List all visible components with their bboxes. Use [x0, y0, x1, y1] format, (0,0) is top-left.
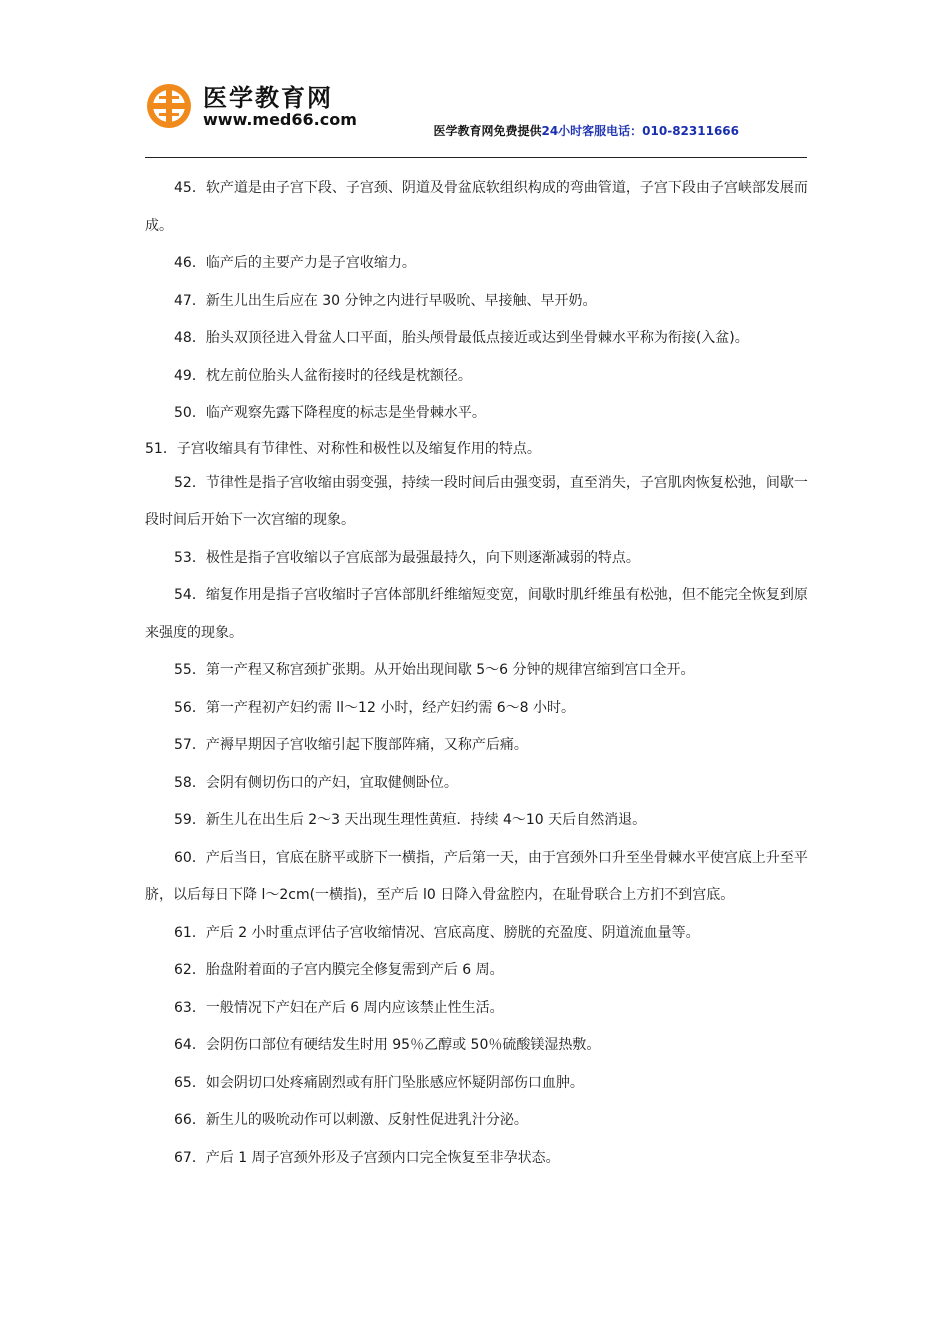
list-item	[145, 1065, 815, 1103]
item-number: 56	[174, 699, 192, 716]
header-divider	[145, 157, 807, 158]
item-text: ．极性是指子宫收缩以子宫底部为最强最持久，向下则逐渐减弱的特点。	[191, 549, 640, 566]
list-item	[145, 358, 815, 396]
list-item	[145, 465, 815, 540]
item-number: 46	[174, 255, 192, 271]
list-item	[145, 915, 815, 953]
item-number: 54	[174, 587, 192, 603]
item-number: 61	[174, 924, 192, 941]
list-item	[145, 727, 815, 765]
item-text: ．产后 1 周子宫颈外形及子宫颈内口完全恢复至非孕状态。	[191, 1149, 560, 1166]
list-item	[145, 395, 815, 433]
item-text: ．缩复作用是指子宫收缩时子宫体部肌纤维缩短变宽，间歇时肌纤维虽有松弛，但不能完全恢复到原来强度的现象。	[145, 587, 808, 641]
item-number: 67	[174, 1149, 192, 1166]
item-number: 55	[174, 662, 192, 678]
list-item	[145, 1027, 815, 1065]
item-text: ．临产后的主要产力是子宫收缩力。	[191, 255, 416, 271]
item-text: ．产褥早期因子宫收缩引起下腹部阵痛，又称产后痛。	[191, 737, 528, 753]
logo-title: 医学教育网	[203, 84, 333, 112]
item-number: 48	[174, 330, 192, 346]
item-text: ．会阴有侧切伤口的产妇，宜取健侧卧位。	[191, 774, 458, 791]
item-text: ．产后当日，官底在脐平或脐下一横指，产后第一天，由于宫颈外口升至坐骨棘水平使宫底上升至平脐，以后每日下降 l～2cm(一横指)，至产后 l0 日降入骨盆腔内，在耻骨联合上方扪不到宫底。	[145, 849, 808, 903]
item-number: 58	[174, 774, 192, 791]
list-item	[145, 433, 815, 465]
item-text: ．新生儿出生后应在 30 分钟之内进行早吸吮、早接触、早开奶。	[191, 292, 597, 309]
page-header	[145, 70, 807, 160]
document-body	[145, 170, 815, 1177]
item-text: ．新生儿的吸吮动作可以刺激、反射性促进乳汁分泌。	[191, 1112, 528, 1128]
item-number: 66	[174, 1112, 192, 1128]
site-logo[interactable]	[145, 78, 385, 138]
item-text: ．胎头双顶径进入骨盆人口平面，胎头颅骨最低点接近或达到坐骨棘水平称为衔接(入盆)。	[191, 330, 749, 346]
item-text: ．第一产程又称宫颈扩张期。从开始出现间歇 5～6 分钟的规律宫缩到宫口全开。	[191, 662, 695, 678]
list-item	[145, 1140, 815, 1178]
item-number: 49	[174, 367, 192, 384]
item-number: 64	[174, 1037, 192, 1053]
list-item	[145, 283, 815, 321]
list-item	[145, 840, 815, 915]
item-number: 59	[174, 812, 192, 828]
list-item	[145, 540, 815, 578]
list-item	[145, 690, 815, 728]
list-item	[145, 320, 815, 358]
item-text: ．会阴伤口部位有硬结发生时用 95％乙醇或 50％硫酸镁湿热敷。	[191, 1037, 601, 1053]
item-number: 51	[145, 440, 163, 457]
hotline-text	[433, 122, 739, 139]
list-item	[145, 577, 815, 652]
list-item	[145, 652, 815, 690]
item-text: ．一般情况下产妇在产后 6 周内应该禁止性生活。	[191, 999, 504, 1016]
item-number: 53	[174, 549, 192, 566]
item-text: ．枕左前位胎头人盆衔接时的径线是枕额径。	[191, 367, 472, 384]
item-text: ．子宫收缩具有节律性、对称性和极性以及缩复作用的特点。	[162, 440, 541, 457]
item-text: ．胎盘附着面的子宫内膜完全修复需到产后 6 周。	[191, 962, 504, 978]
logo-url: www.med66.com	[203, 110, 357, 129]
hotline-lead: 医学教育网免费提供	[433, 124, 542, 138]
item-text: ．如会阴切口处疼痛剧烈或有肝门坠胀感应怀疑阴部伤口血肿。	[191, 1074, 584, 1091]
med66-logo-icon	[145, 82, 193, 130]
item-number: 45	[174, 180, 192, 196]
list-item	[145, 1102, 815, 1140]
item-number: 50	[174, 405, 192, 421]
item-number: 62	[174, 962, 192, 978]
list-item	[145, 990, 815, 1028]
item-number: 52	[174, 474, 192, 491]
item-text: ．产后 2 小时重点评估子宫收缩情况、宫底高度、膀胱的充盈度、阴道流血量等。	[191, 924, 700, 941]
item-text: ．节律性是指子宫收缩由弱变强，持续一段时间后由强变弱，直至消失，子宫肌肉恢复松弛，间歇一段时间后开始下一次宫缩的现象。	[145, 474, 808, 528]
item-number: 57	[174, 737, 192, 753]
hotline-phone: 24小时客服电话：010-82311666	[541, 124, 739, 138]
item-number: 63	[174, 999, 192, 1016]
list-item	[145, 170, 815, 245]
item-text: ．软产道是由子宫下段、子宫颈、阴道及骨盆底软组织构成的弯曲管道，子宫下段由子宫峡部发展而成。	[145, 180, 808, 234]
list-item	[145, 245, 815, 283]
item-text: ．新生儿在出生后 2～3 天出现生理性黄疸．持续 4～10 天后自然消退。	[191, 812, 647, 828]
item-number: 65	[174, 1074, 192, 1091]
list-item	[145, 952, 815, 990]
item-number: 60	[174, 849, 192, 866]
item-text: ．临产观察先露下降程度的标志是坐骨棘水平。	[191, 405, 486, 421]
item-text: ．第一产程初产妇约需 ll～12 小时，经产妇约需 6～8 小时。	[191, 699, 576, 716]
item-number: 47	[174, 292, 192, 309]
list-item	[145, 802, 815, 840]
list-item	[145, 765, 815, 803]
